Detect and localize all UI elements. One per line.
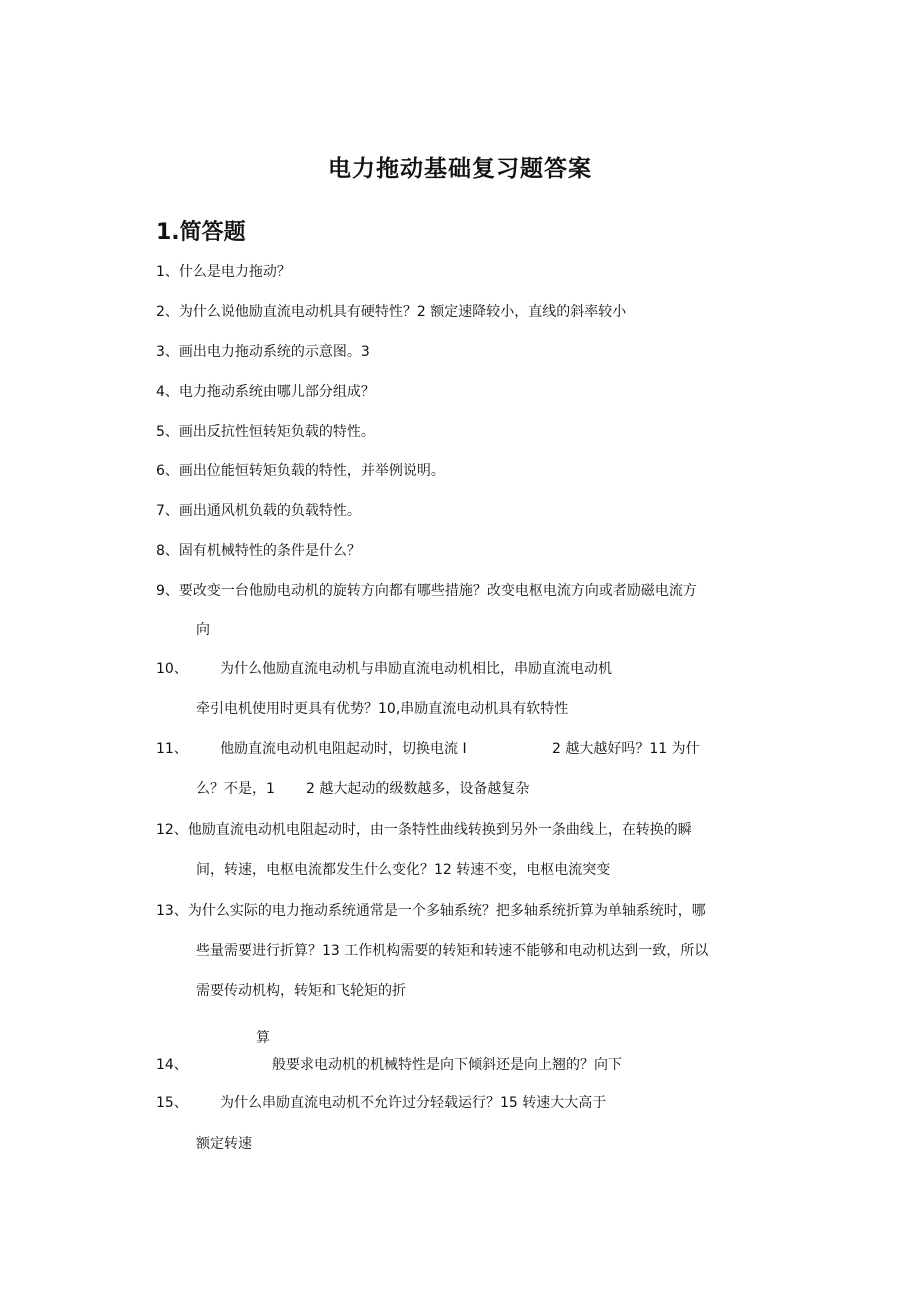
- question-11-continued-right: 2 越大起动的级数越多，设备越复杂: [306, 781, 530, 797]
- question-2: 2、为什么说他励直流电动机具有硬特性？2 额定速降较小，直线的斜率较小: [156, 304, 627, 320]
- question-5: 5、画出反抗性恒转矩负载的特性。: [156, 424, 375, 440]
- question-10-continued: 牵引电机使用时更具有优势？10,串励直流电动机具有软特性: [196, 701, 569, 717]
- question-11-text: 他励直流电动机电阻起动时，切换电流 I: [220, 741, 467, 757]
- question-13-continued-2: 需要传动机构，转矩和飞轮矩的折: [196, 983, 406, 999]
- question-13: 13、为什么实际的电力拖动系统通常是一个多轴系统？把多轴系统折算为单轴系统时，哪: [156, 903, 706, 919]
- question-12-continued: 间，转速，电枢电流都发生什么变化？12 转速不变，电枢电流突变: [196, 862, 611, 878]
- question-15-number: 15、: [156, 1095, 188, 1111]
- question-14-number: 14、: [156, 1057, 188, 1073]
- document-title: 电力拖动基础复习题答案: [328, 156, 592, 182]
- question-3: 3、画出电力拖动系统的示意图。3: [156, 344, 370, 360]
- section-heading: 1.简答题: [156, 220, 246, 245]
- question-11-number: 11、: [156, 741, 188, 757]
- question-9-continued: 向: [196, 622, 210, 638]
- question-11-text-right: 2 越大越好吗？11 为什: [552, 741, 700, 757]
- question-10-number: 10、: [156, 661, 188, 677]
- question-11-continued: 么？不是，1: [196, 781, 275, 797]
- question-15-continued: 额定转速: [196, 1136, 252, 1152]
- question-12: 12、他励直流电动机电阻起动时，由一条特性曲线转换到另外一条曲线上，在转换的瞬: [156, 822, 692, 838]
- question-7: 7、画出通风机负载的负载特性。: [156, 503, 361, 519]
- question-1: 1、什么是电力拖动？: [156, 264, 291, 280]
- question-14-text: 般要求电动机的机械特性是向下倾斜还是向上翘的？向下: [272, 1057, 622, 1073]
- question-8: 8、固有机械特性的条件是什么？: [156, 543, 361, 559]
- question-6: 6、画出位能恒转矩负载的特性，并举例说明。: [156, 463, 445, 479]
- question-15-text: 为什么串励直流电动机不允许过分轻载运行？15 转速大大高于: [220, 1095, 607, 1111]
- question-13-continued-1: 些量需要进行折算？13 工作机构需要的转矩和转速不能够和电动机达到一致，所以: [196, 943, 709, 959]
- question-13-continued-3: 算: [256, 1030, 270, 1046]
- question-9: 9、要改变一台他励电动机的旋转方向都有哪些措施？改变电枢电流方向或者励磁电流方: [156, 583, 697, 599]
- question-4: 4、电力拖动系统由哪儿部分组成？: [156, 384, 375, 400]
- question-10-text: 为什么他励直流电动机与串励直流电动机相比，串励直流电动机: [220, 661, 612, 677]
